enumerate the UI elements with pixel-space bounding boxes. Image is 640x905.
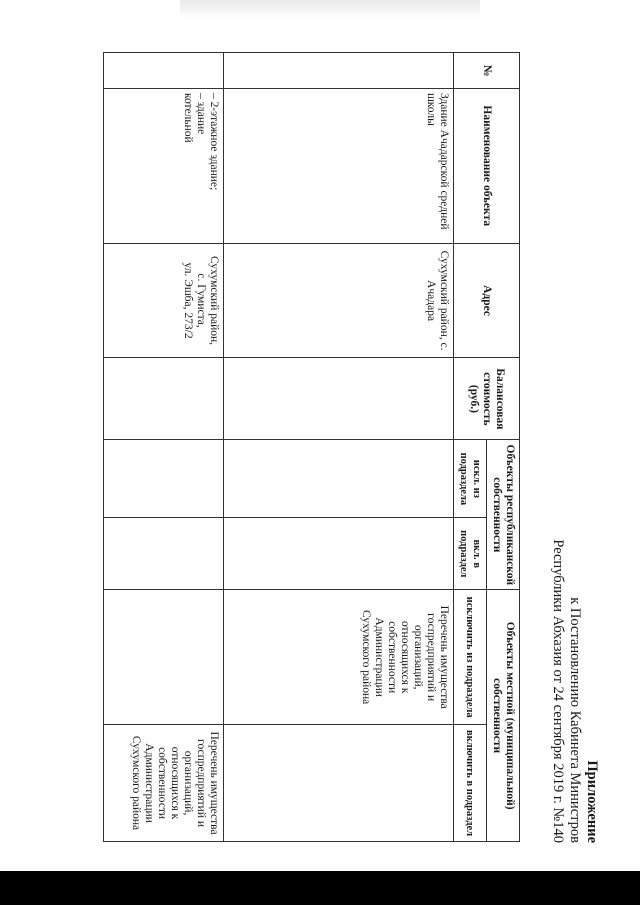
- name-line: котельной: [182, 92, 194, 143]
- row-name: [104, 88, 224, 243]
- row-balance: [104, 358, 224, 440]
- header-row: [487, 53, 520, 842]
- row-local-excl: Перечень имущества госпредприятий и организаций, относящихся к собственности Администрации Сухумского района: [224, 590, 454, 725]
- col-republic-header: Объекты республиканской собственности: [487, 440, 520, 590]
- row-republic-incl: [224, 518, 454, 590]
- name-line: – здание: [195, 92, 207, 135]
- row-balance: [224, 358, 454, 440]
- row-republic-excl: [104, 440, 224, 518]
- col-republic-incl: вкл. в подраздел: [454, 518, 487, 590]
- row-republic-incl: [104, 518, 224, 590]
- address-line: ул. Эшба, 273/2: [182, 262, 194, 339]
- col-local-excl: исключить из подраздела: [454, 590, 487, 725]
- row-address: Сухумский район, с. Ачадара: [224, 243, 454, 358]
- appendix-title: Приложение: [584, 760, 600, 843]
- col-local-incl: включить в подраздел: [454, 725, 487, 842]
- col-name-header: Наименование объекта: [454, 88, 520, 243]
- col-num-header: №: [454, 53, 520, 89]
- row-name: Здание Ачадарской средней школы: [224, 88, 454, 243]
- col-local-header: Объекты местной (муниципальной) собственности: [487, 590, 520, 842]
- row-local-incl: [224, 725, 454, 842]
- document-header: [549, 423, 600, 843]
- row-local-excl: [104, 590, 224, 725]
- row-address: [104, 243, 224, 358]
- row-republic-excl: [224, 440, 454, 518]
- decree-line-1: к Постановлению Кабинета Министров: [567, 597, 583, 843]
- row-local-incl: Перечень имущества госпредприятий и организаций, относящихся к собственности Администрации Сухумского района: [104, 725, 224, 842]
- col-balance-header: Балансовая стоимость (руб.): [454, 358, 520, 440]
- decree-line-2: Республики Абхазия от 24 сентября 2019 г. №140: [550, 539, 566, 843]
- col-republic-excl: искл. из подраздела: [454, 440, 487, 518]
- table-row: [104, 53, 224, 842]
- row-num: [104, 53, 224, 89]
- address-line: с. Гумиста,: [195, 273, 207, 328]
- col-address-header: Адрес: [454, 243, 520, 358]
- table-row: [224, 53, 454, 842]
- row-num: [224, 53, 454, 89]
- address-line: Сухумский район,: [208, 256, 220, 346]
- name-line: – 2-этажное здание;: [208, 92, 220, 191]
- scan-bottom-bar: [0, 871, 640, 905]
- property-table: [103, 52, 520, 842]
